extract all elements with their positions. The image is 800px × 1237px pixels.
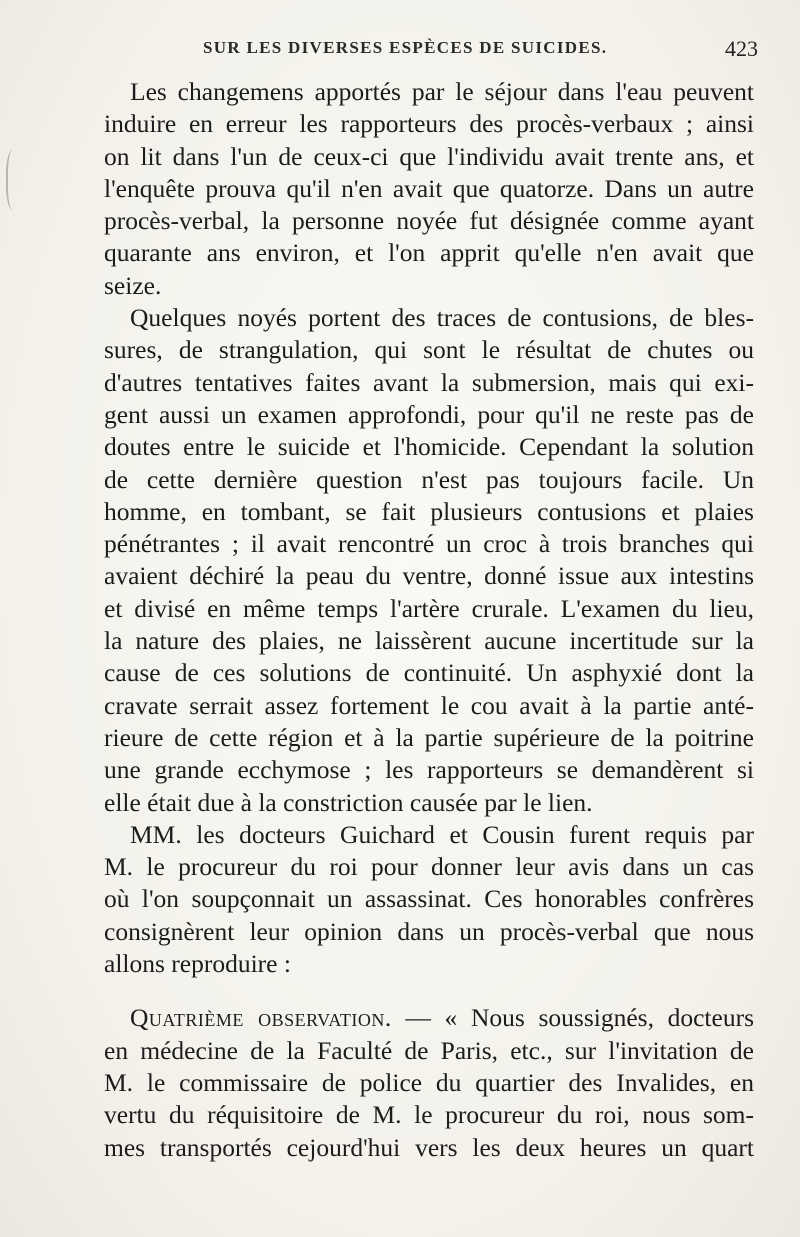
text-line: M. le procureur du roi pour donner leur avis dans un cas <box>104 852 754 882</box>
text-line: induire en erreur les rapporteurs des procès-verbaux ; ainsi <box>104 109 754 139</box>
text-line: cause de ces solutions de continuité. Un asphyxié dont la <box>104 658 754 688</box>
text-line: d'autres tentatives faites avant la submersion, mais qui exi- <box>104 367 754 397</box>
text-line: quarante ans environ, et l'on apprit qu'elle n'en avait que <box>104 238 754 268</box>
margin-mark <box>6 150 22 210</box>
observation-section <box>104 1002 754 1163</box>
running-title: SUR LES DIVERSES ESPÈCES DE SUICIDES. <box>203 38 608 57</box>
observation-intro: — « Nous soussignés, docteurs <box>405 1003 754 1033</box>
text-line: Quelques noyés portent des traces de contusions, de bles- <box>130 303 754 333</box>
text-line: rieure de cette région et à la partie supérieure de la poitrine <box>104 722 754 752</box>
text-line: la nature des plaies, ne laissèrent aucune incertitude sur la <box>104 626 754 656</box>
text-line: cravate serrait assez fortement le cou avait à la partie anté- <box>104 690 754 720</box>
text-line: de cette dernière question n'est pas toujours facile. Un <box>104 464 754 494</box>
paragraph-3 <box>104 819 754 980</box>
text-line: et divisé en même temps l'artère crurale. L'examen du lieu, <box>104 593 754 623</box>
text-line: vertu du réquisitoire de M. le procureur du roi, nous som- <box>104 1100 754 1130</box>
text-line: elle était due à la constriction causée par le lien. <box>104 787 593 817</box>
text-line: homme, en tombant, se fait plusieurs contusions et plaies <box>104 496 754 526</box>
text-line: MM. les docteurs Guichard et Cousin furent requis par <box>130 819 754 849</box>
body-text <box>104 76 754 1164</box>
section-gap <box>104 980 754 1002</box>
text-line: une grande ecchymose ; les rapporteurs se demandèrent si <box>104 755 754 785</box>
text-line: on lit dans l'un de ceux-ci que l'individu avait trente ans, et <box>104 141 754 171</box>
text-line: procès-verbal, la personne noyée fut désignée comme ayant <box>104 206 754 236</box>
text-line: allons reproduire : <box>104 949 291 979</box>
text-line: gent aussi un examen approfondi, pour qu'il ne reste pas de <box>104 399 754 429</box>
observation-first-line <box>104 1002 754 1034</box>
page-number: 423 <box>725 36 758 61</box>
paragraph-1 <box>104 76 754 302</box>
observation-title: Quatrième observation. <box>130 1003 392 1033</box>
page-header <box>203 36 758 66</box>
text-line: doutes entre le suicide et l'homicide. Cependant la solution <box>104 432 754 462</box>
text-line: pénétrantes ; il avait rencontré un croc à trois branches qui <box>104 529 754 559</box>
paragraph-2 <box>104 302 754 819</box>
text-line: avaient déchiré la peau du ventre, donné issue aux intestins <box>104 561 754 591</box>
text-line: où l'on soupçonnait un assassinat. Ces honorables confrères <box>104 884 754 914</box>
text-line: en médecine de la Faculté de Paris, etc., sur l'invitation de <box>104 1035 754 1065</box>
text-line: M. le commissaire de police du quartier des Invalides, en <box>104 1067 754 1097</box>
text-line: sures, de strangulation, qui sont le résultat de chutes ou <box>104 335 754 365</box>
text-line: mes transportés cejourd'hui vers les deux heures un quart <box>104 1132 754 1162</box>
text-line: seize. <box>104 270 162 300</box>
text-line: Les changemens apportés par le séjour dans l'eau peuvent <box>130 77 754 106</box>
text-line: l'enquête prouva qu'il n'en avait que quatorze. Dans un autre <box>104 173 754 203</box>
text-line: consignèrent leur opinion dans un procès-verbal que nous <box>104 916 754 946</box>
